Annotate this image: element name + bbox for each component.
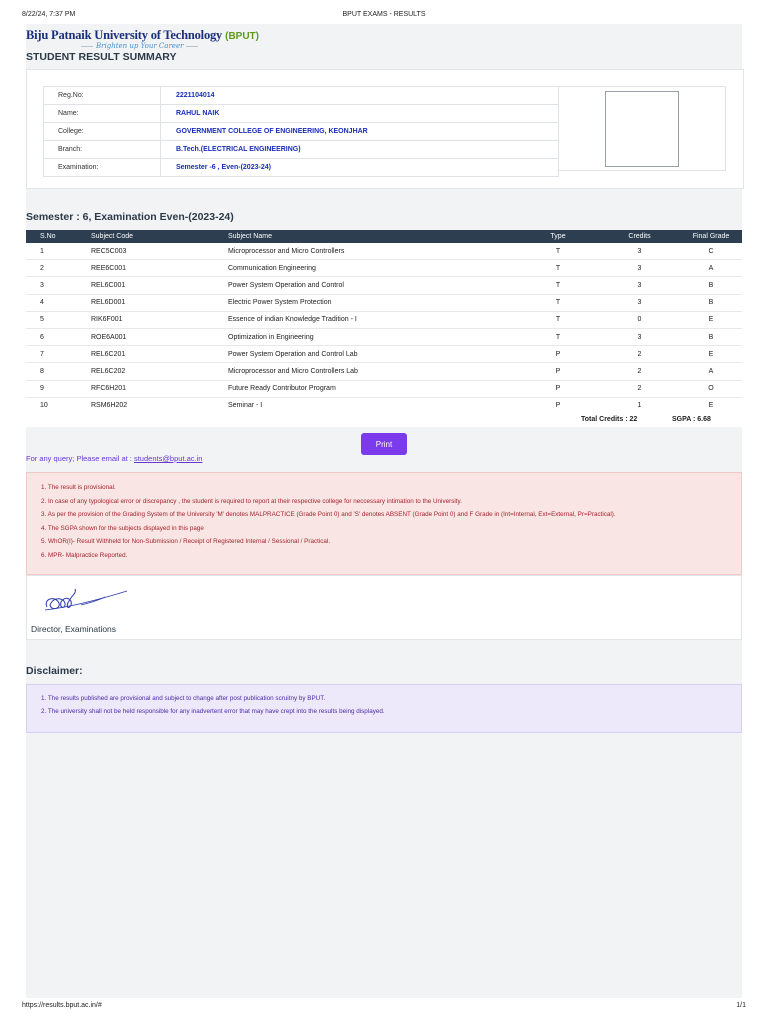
info-row-college xyxy=(43,122,559,140)
cell-grade: C xyxy=(680,243,742,260)
cell-grade: B xyxy=(680,328,742,345)
info-label: College: xyxy=(44,123,161,140)
col-header-code: Subject Code xyxy=(91,230,228,243)
cell-subject-name: Future Ready Contributor Program xyxy=(228,380,517,397)
disclaimer-list xyxy=(41,694,385,720)
student-photo xyxy=(605,91,679,167)
cell-grade: A xyxy=(680,260,742,277)
info-value-examination: Semester -6 , Even-(2023-24) xyxy=(176,164,271,171)
table-row xyxy=(26,260,742,277)
cell-credits: 3 xyxy=(599,294,680,311)
cell-credits: 2 xyxy=(599,346,680,363)
notes-box xyxy=(26,472,742,575)
disclaimer-box xyxy=(26,684,742,733)
student-info-card xyxy=(26,69,744,189)
cell-credits: 2 xyxy=(599,380,680,397)
semester-title: Semester : 6, Examination Even-(2023-24) xyxy=(26,211,234,223)
cell-sno: 3 xyxy=(26,277,91,294)
table-row xyxy=(26,346,742,363)
table-row xyxy=(26,328,742,345)
table-row xyxy=(26,397,742,414)
cell-subject-name: Electric Power System Protection xyxy=(228,294,517,311)
cell-grade: O xyxy=(680,380,742,397)
photo-cell xyxy=(558,86,726,171)
director-signature xyxy=(41,583,131,619)
table-row xyxy=(26,294,742,311)
print-page-count: 1/1 xyxy=(736,1002,746,1009)
info-value-branch: B.Tech.(ELECTRICAL ENGINEERING) xyxy=(176,146,301,153)
cell-grade: B xyxy=(680,294,742,311)
notes-list xyxy=(41,483,616,564)
table-row xyxy=(26,243,742,260)
cell-subject-name: Seminar - I xyxy=(228,397,517,414)
cell-credits: 3 xyxy=(599,328,680,345)
print-datetime: 8/22/24, 7:37 PM xyxy=(22,11,76,18)
cell-credits: 1 xyxy=(599,397,680,414)
cell-type: P xyxy=(517,397,599,414)
cell-sno: 6 xyxy=(26,328,91,345)
info-label: Branch: xyxy=(44,141,161,158)
student-info-table xyxy=(43,86,559,177)
disclaimer-title: Disclaimer: xyxy=(26,665,83,677)
cell-type: T xyxy=(517,294,599,311)
cell-subject-code: REL6C001 xyxy=(91,277,228,294)
info-value-name: RAHUL NAIK xyxy=(176,110,220,117)
cell-sno: 8 xyxy=(26,363,91,380)
col-header-name: Subject Name xyxy=(228,230,517,243)
cell-subject-name: Power System Operation and Control Lab xyxy=(228,346,517,363)
print-button[interactable]: Print xyxy=(361,433,407,455)
university-logo xyxy=(26,26,266,54)
query-email-link[interactable]: students@bput.ac.in xyxy=(133,454,203,463)
cell-type: P xyxy=(517,346,599,363)
cell-grade: E xyxy=(680,311,742,328)
col-header-credits: Credits xyxy=(599,230,680,243)
cell-type: T xyxy=(517,311,599,328)
cell-subject-name: Optimization in Engineering xyxy=(228,328,517,345)
cell-sno: 2 xyxy=(26,260,91,277)
university-tagline: Brighten up Your Career xyxy=(78,42,201,50)
cell-type: T xyxy=(517,328,599,345)
cell-type: T xyxy=(517,243,599,260)
cell-subject-code: RIK6F001 xyxy=(91,311,228,328)
cell-subject-code: REL6C202 xyxy=(91,363,228,380)
cell-subject-name: Communication Engineering xyxy=(228,260,517,277)
col-header-type: Type xyxy=(517,230,599,243)
cell-subject-name: Microprocessor and Micro Controllers Lab xyxy=(228,363,517,380)
table-row xyxy=(26,311,742,328)
info-row-name xyxy=(43,104,559,122)
table-row xyxy=(26,363,742,380)
info-label: Examination: xyxy=(44,159,161,176)
print-url: https://results.bput.ac.in/# xyxy=(22,1002,102,1009)
cell-grade: B xyxy=(680,277,742,294)
print-header xyxy=(0,11,768,23)
cell-credits: 0 xyxy=(599,311,680,328)
grade-table xyxy=(26,230,742,415)
grade-table-header xyxy=(26,230,742,243)
cell-type: P xyxy=(517,380,599,397)
table-row xyxy=(26,380,742,397)
cell-subject-code: REE6C001 xyxy=(91,260,228,277)
cell-subject-code: REL6C201 xyxy=(91,346,228,363)
university-abbr: (BPUT) xyxy=(225,31,259,42)
cell-sno: 9 xyxy=(26,380,91,397)
cell-credits: 2 xyxy=(599,363,680,380)
col-header-grade: Final Grade xyxy=(680,230,742,243)
note-item: 5. WhOR(I)- Result Withheld for Non-Submission / Receipt of Registered Internal / Sessional / Practical. xyxy=(41,538,331,545)
cell-sno: 10 xyxy=(26,397,91,414)
col-header-sno: S.No xyxy=(26,230,91,243)
university-name: Biju Patnaik University of Technology xyxy=(26,28,223,42)
cell-grade: E xyxy=(680,397,742,414)
cell-credits: 3 xyxy=(599,277,680,294)
note-item: 6. MPR- Malpractice Reported. xyxy=(41,551,128,559)
info-label: Name: xyxy=(44,105,161,122)
cell-credits: 3 xyxy=(599,243,680,260)
total-credits: Total Credits : 22 xyxy=(581,416,638,423)
cell-subject-code: REC5C003 xyxy=(91,243,228,260)
cell-sno: 7 xyxy=(26,346,91,363)
info-row-branch xyxy=(43,140,559,158)
cell-credits: 3 xyxy=(599,260,680,277)
note-item: 3. As per the provision of the Grading System of the University 'M' denotes MALPRACTICE (Grade Point 0) and 'S' denotes ABSENT (Grade Point 0) and F Grade in (Int=Internal, Ext=External, Pr=Practical). xyxy=(41,511,616,518)
cell-type: T xyxy=(517,260,599,277)
query-text: For any query; Please email at : xyxy=(26,454,134,463)
cell-sno: 5 xyxy=(26,311,91,328)
cell-subject-name: Microprocessor and Micro Controllers xyxy=(228,243,517,260)
info-value-regno: 2221104014 xyxy=(176,92,215,99)
totals-row xyxy=(26,413,742,427)
disclaimer-item: 2. The university shall not be held responsible for any inadvertent error that may have crept into the results being displayed. xyxy=(41,708,385,715)
info-row-regno xyxy=(43,86,559,104)
director-title: Director, Examinations xyxy=(31,624,117,634)
signature-card xyxy=(26,575,742,640)
cell-subject-code: ROE6A001 xyxy=(91,328,228,345)
cell-grade: E xyxy=(680,346,742,363)
cell-subject-code: REL6D001 xyxy=(91,294,228,311)
result-page xyxy=(26,24,742,998)
disclaimer-item: 1. The results published are provisional and subject to change after post publication scruitny by BPUT. xyxy=(41,695,326,702)
cell-subject-name: Essence of indian Knowledge Tradition - I xyxy=(228,311,517,328)
info-row-examination xyxy=(43,158,559,177)
cell-type: P xyxy=(517,363,599,380)
info-value-college: GOVERNMENT COLLEGE OF ENGINEERING, KEONJHAR xyxy=(176,128,368,135)
sgpa: SGPA : 6.68 xyxy=(672,416,711,423)
note-item: 1. The result is provisional. xyxy=(41,484,116,491)
query-line xyxy=(26,454,202,463)
cell-sno: 4 xyxy=(26,294,91,311)
cell-sno: 1 xyxy=(26,243,91,260)
table-row xyxy=(26,277,742,294)
note-item: 4. The SGPA shown for the subjects displayed in this page xyxy=(41,524,204,532)
cell-subject-code: RFC6H201 xyxy=(91,380,228,397)
info-label: Reg.No: xyxy=(44,87,161,104)
note-item: 2. In case of any typological error or discrepancy , the student is required to report at their respective college for neccessary intimation to the University. xyxy=(41,497,462,505)
cell-subject-name: Power System Operation and Control xyxy=(228,277,517,294)
cell-subject-code: RSM6H202 xyxy=(91,397,228,414)
summary-title: STUDENT RESULT SUMMARY xyxy=(26,51,177,63)
cell-grade: A xyxy=(680,363,742,380)
cell-type: T xyxy=(517,277,599,294)
print-page-title: BPUT EXAMS - RESULTS xyxy=(342,11,426,18)
